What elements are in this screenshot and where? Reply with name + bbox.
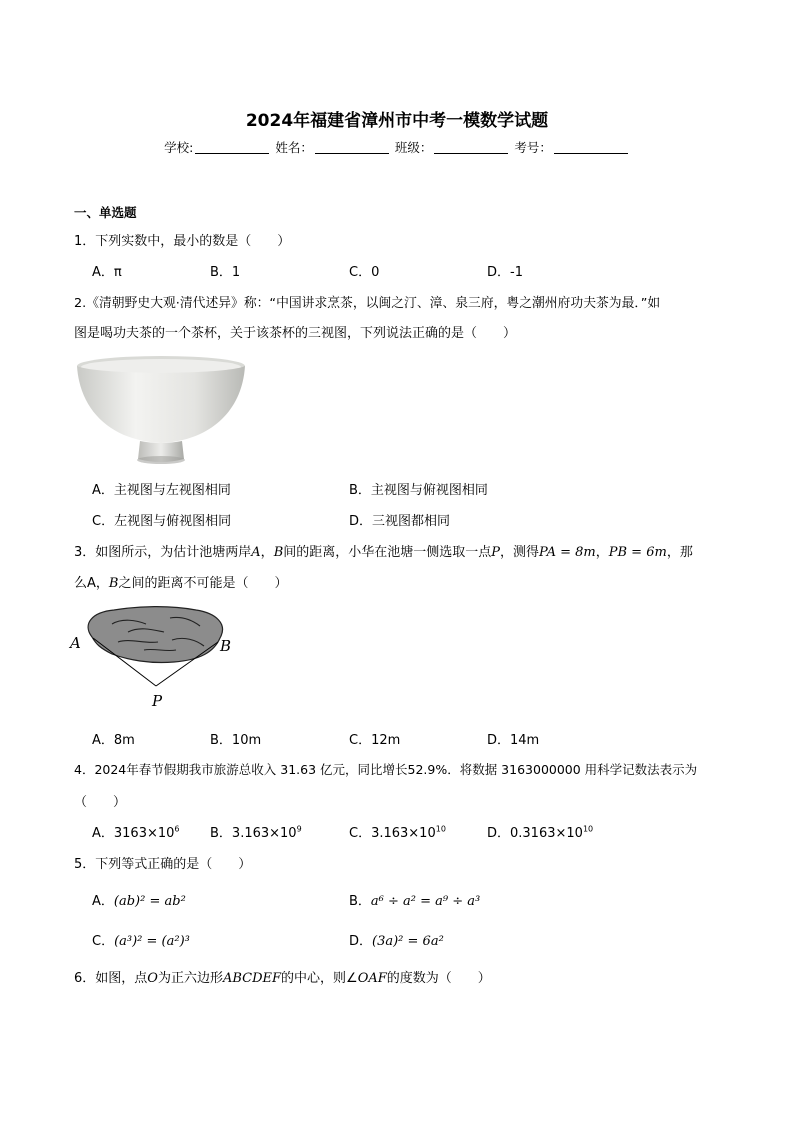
q5-option-d-label: D．: [349, 934, 373, 949]
tea-cup-image: [76, 355, 246, 473]
q3-option-a: A．8m: [92, 733, 135, 748]
q3-point-p: P: [491, 545, 501, 560]
q1-stem: 1．下列实数中，最小的数是（ ）: [74, 234, 291, 249]
q4-option-d: [487, 822, 593, 841]
class-label: 班级：: [394, 140, 433, 155]
q3-line2-d: 之间的距离不可能是（ ）: [118, 576, 288, 591]
fig-label-b: B: [220, 637, 232, 655]
q6-hexagon-name: ABCDEF: [222, 971, 282, 986]
student-info-line: [0, 138, 794, 156]
q3-line2-b: ，: [95, 576, 109, 591]
q6-text-a: 6．如图，点: [74, 971, 148, 986]
school-label: 学校:: [164, 140, 194, 155]
q4-option-c-text: C．3.163×10: [349, 826, 436, 841]
name-blank[interactable]: [315, 141, 389, 154]
q2-stem-line1: 2.《清朝野史大观·清代述异》称：“中国讲求烹茶，以闽之汀、漳、泉三府，粤之潮州府功夫茶为最．”如: [74, 296, 661, 311]
q4-option-a: [92, 822, 180, 841]
q2-option-a: A．主视图与左视图相同: [92, 483, 231, 498]
q1-option-a: A．π: [92, 265, 122, 280]
q5-option-b: [349, 890, 480, 909]
q4-stem-line2: （ ）: [74, 795, 127, 810]
q6-text-b: 为正六边形: [157, 971, 223, 986]
q4-option-a-exp: 6: [174, 824, 180, 834]
q4-option-d-exp: 10: [582, 824, 594, 834]
q5-option-c: [92, 930, 190, 949]
q6-point-o: O: [147, 971, 158, 986]
q5-option-a-expr: (ab)² = ab²: [113, 894, 186, 909]
q3-comma: ，: [260, 545, 274, 560]
q1-option-c: C．0: [349, 265, 380, 280]
q1-option-d: D．-1: [487, 265, 523, 280]
q3-sep2: ，: [595, 545, 609, 560]
q4-option-d-text: D．0.3163×10: [487, 826, 583, 841]
section-heading: 一、单选题: [74, 205, 137, 220]
exam-no-label: 考号：: [514, 140, 552, 155]
q3-option-c: C．12m: [349, 733, 401, 748]
q4-option-c-exp: 10: [435, 824, 446, 834]
q4-option-b: [210, 822, 302, 841]
q3-option-b: B．10m: [210, 733, 262, 748]
q3-text-c: ，测得: [500, 545, 540, 560]
q3-line2-c: B: [108, 576, 119, 591]
q5-option-a: [92, 890, 186, 909]
q6-text-c: 的中心，则∠: [281, 971, 358, 986]
q4-option-b-exp: 9: [296, 824, 302, 834]
q2-option-b: B．主视图与俯视图相同: [349, 483, 488, 498]
q2-option-d: D．三视图都相同: [349, 514, 451, 529]
q3-point-a: A: [251, 545, 261, 560]
exam-no-blank[interactable]: [554, 141, 628, 154]
q6-text-d: 的度数为（ ）: [386, 971, 491, 986]
q3-option-d: D．14m: [487, 733, 540, 748]
q3-text-b: 间的距离，小华在池塘一侧选取一点: [283, 545, 492, 560]
q3-line2-a: 么A: [74, 576, 96, 591]
fig-label-a: A: [70, 634, 81, 652]
pond-diagram: [68, 602, 248, 712]
q5-option-b-label: B．: [349, 894, 371, 909]
q5-option-a-label: A．: [92, 894, 114, 909]
class-blank[interactable]: [434, 141, 508, 154]
q5-option-d-expr: (3a)² = 6a²: [372, 934, 444, 949]
q4-option-c: [349, 822, 446, 841]
q4-option-a-text: A．3163×10: [92, 826, 175, 841]
page-title: 2024年福建省漳州市中考一模数学试题: [245, 111, 549, 131]
q5-option-c-expr: (a³)² = (a²)³: [114, 934, 190, 949]
q2-option-c: C．左视图与俯视图相同: [92, 514, 232, 529]
q5-option-b-expr: a⁶ ÷ a² = a⁹ ÷ a³: [370, 894, 481, 909]
q3-point-b: B: [273, 545, 284, 560]
q2-stem-line2: 图是喝功夫茶的一个茶杯，关于该茶杯的三视图，下列说法正确的是（ ）: [74, 326, 517, 341]
q5-stem: 5．下列等式正确的是（ ）: [74, 857, 252, 872]
school-blank[interactable]: [195, 141, 269, 154]
q3-stem-line2: [74, 572, 288, 591]
q3-text-a: 3．如图所示，为估计池塘两岸: [74, 545, 252, 560]
q5-option-d: [349, 930, 444, 949]
fig-label-p: P: [152, 692, 163, 710]
q3-stem-line1: [74, 541, 693, 560]
q1-option-b: B．1: [210, 265, 241, 280]
q4-stem-line1: 4．2024年春节假期我市旅游总收入 31.63 亿元，同比增长52.9%．将数据 3163000000 用科学记数法表示为: [74, 762, 698, 777]
q6-stem: [74, 967, 491, 986]
name-label: 姓名：: [275, 140, 313, 155]
q3-pa-equation: PA = 8m: [539, 545, 596, 560]
q6-angle-name: OAF: [357, 971, 387, 986]
q5-option-c-label: C．: [92, 934, 115, 949]
q3-pb-equation: PB = 6m: [608, 545, 667, 560]
q4-option-b-text: B．3.163×10: [210, 826, 297, 841]
q3-text-d: ，那: [666, 545, 693, 560]
